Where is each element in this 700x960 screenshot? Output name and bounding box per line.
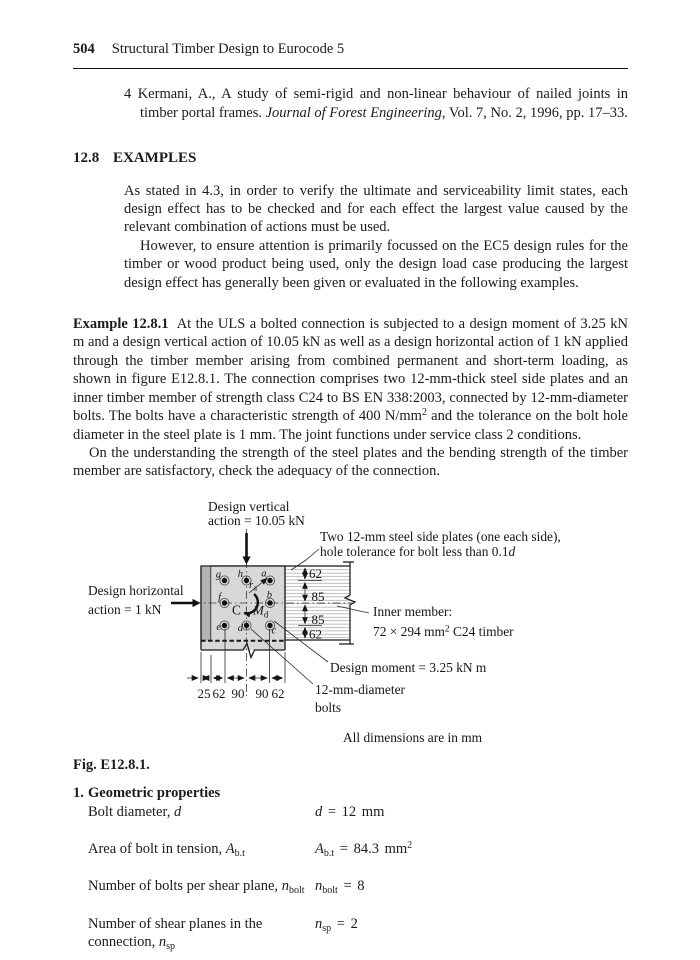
bolt-label-g: g [215, 569, 221, 581]
bolt-label-f: f [218, 591, 221, 603]
side-plates-label-line1: Two 12-mm steel side plates (one each side), [320, 528, 561, 544]
dim-25: 25 [197, 685, 211, 701]
inner-member-label-line2: 72 × 294 $mm^2$ C24 timber [373, 623, 514, 639]
figure-caption: Fig. E12.8.1. [73, 756, 150, 773]
example-label: Example 12.8.1 [73, 316, 169, 333]
vertical-action-label-line2: action = 10.05 kN [208, 512, 305, 528]
property-value: d = 12 mm [315, 803, 385, 820]
side-plates-label-line2: hole tolerance for bolt less than 0.1d [320, 543, 516, 559]
properties-heading [73, 784, 628, 802]
property-row [88, 840, 628, 858]
section-heading [73, 149, 628, 167]
property-value: $n_{bolt} = 8$ [315, 878, 365, 897]
dim-62-bottom: 62 [309, 626, 322, 642]
dim-62-left: 62 [212, 685, 226, 701]
radius-label: ra [249, 578, 258, 593]
plate-body [201, 566, 285, 650]
bolt-label-a: a [261, 568, 267, 580]
section-title: EXAMPLES [113, 150, 197, 167]
example-block [73, 315, 628, 481]
reference-text: 4 Kermani, A., A study of semi-rigid and non-linear behaviour of nailed joints in timber portal frames. [124, 86, 628, 121]
intro-paragraph-2: However, to ensure attention is primarily focussed on the EC5 design rules for the timber or wood product being used, only the design load case producing the largest design effect has generally been given or evaluated in the following examples. [124, 237, 628, 291]
section-number: 12.8 [73, 150, 100, 167]
vertical-action-arrow [242, 533, 250, 565]
page-number: 504 [73, 41, 95, 57]
example-body-2: and the tolerance on the bolt hole diameter in the steel plate is 1 mm. The joint functions under service class 2 conditions. [73, 408, 628, 443]
bolt-label-e: e [216, 621, 221, 633]
figure-e12-8-1 [85, 500, 628, 750]
bolt-label-h: h [237, 568, 243, 580]
bolt-label-b: b [266, 589, 272, 601]
dim-62-right: 62 [271, 685, 285, 701]
inner-member-label-line1: Inner member: [373, 603, 453, 619]
superscript-2: 2 [421, 407, 427, 419]
vertical-action-label-line1: Design vertical [208, 499, 290, 514]
properties-heading-number: 1. [73, 785, 84, 802]
property-label: Number of bolts per shear plane, $n_{bolt}$ [88, 878, 305, 897]
reference-item [124, 85, 628, 122]
bolt-label-c: c [271, 625, 277, 637]
properties-rows [88, 803, 628, 952]
moment-label: $M_d$ [253, 602, 269, 620]
properties-heading-title: Geometric properties [88, 785, 221, 802]
example-paragraph-1 [73, 315, 628, 444]
reference-tail: , Vol. 7, No. 2, 1996, pp. 17–33. [441, 104, 628, 121]
property-label: Number of shear planes in the connection, $n_{sp}$ [88, 915, 263, 953]
book-title: Structural Timber Design to Eurocode 5 [111, 41, 345, 57]
units-note: All dimensions are in mm [343, 729, 483, 745]
geometric-properties-section [73, 784, 628, 951]
property-row [88, 915, 628, 952]
bolt-label-d: d [237, 622, 243, 634]
horizontal-action-label-line1: Design horizontal [88, 582, 184, 598]
example-body-1: At the ULS a bolted connection is subjected to a design moment of 3.25 kN m and a design vertical action of 10.05 kN as well as a design horizontal action of 1 kN applied through the timber member arising from combined permanent and short-term loading, as shown in figure E12.8.1. The connection comprises two 12-mm-thick steel side plates and an inner timber member of strength class C24 to BS EN 338:2003, connected by 12-mm-diameter bolts. The bolts have a characteristic strength of 400 N/mm [73, 316, 629, 425]
property-row [88, 803, 628, 821]
property-label: Area of bolt in tension, $A_{b.t}$ [88, 840, 245, 859]
reference-journal: Journal of Forest Engineering [265, 104, 442, 121]
dim-85-upper: 85 [311, 588, 325, 604]
intro-paragraph-1: As stated in 4.3, in order to verify the ultimate and serviceability limit states, each design effect has to be checked and for each effect the largest value caused by the relevant combination of actions must be used. [124, 182, 628, 236]
property-row [88, 877, 628, 895]
dim-62-top: 62 [309, 565, 322, 581]
running-head [73, 40, 628, 69]
dim-85-lower: 85 [311, 611, 325, 627]
horizontal-action-label-line2: action = 1 kN [88, 601, 162, 617]
dim-90-left: 90 [231, 685, 245, 701]
property-value: $n_{sp} = 2$ [315, 915, 358, 934]
bolts-label-line1: 12-mm-diameter [315, 681, 405, 697]
dim-90-right: 90 [255, 685, 269, 701]
property-label: Bolt diameter, d [88, 803, 182, 820]
horizontal-action-arrow [171, 599, 201, 607]
centroid-label: C [232, 602, 241, 618]
property-value: $A_{b.t} = 84.3$ $mm^2$ [315, 839, 413, 859]
example-paragraph-2: On the understanding the strength of the steel plates and the bending strength of the timber member are satisfactory, check the adequacy of the connection. [73, 444, 628, 480]
intro-block [124, 182, 628, 292]
bolts-label-line2: bolts [315, 699, 342, 715]
plate-end-hatch [202, 566, 211, 640]
design-moment-label: Design moment = 3.25 kN m [330, 659, 487, 675]
connection-diagram [85, 500, 640, 750]
